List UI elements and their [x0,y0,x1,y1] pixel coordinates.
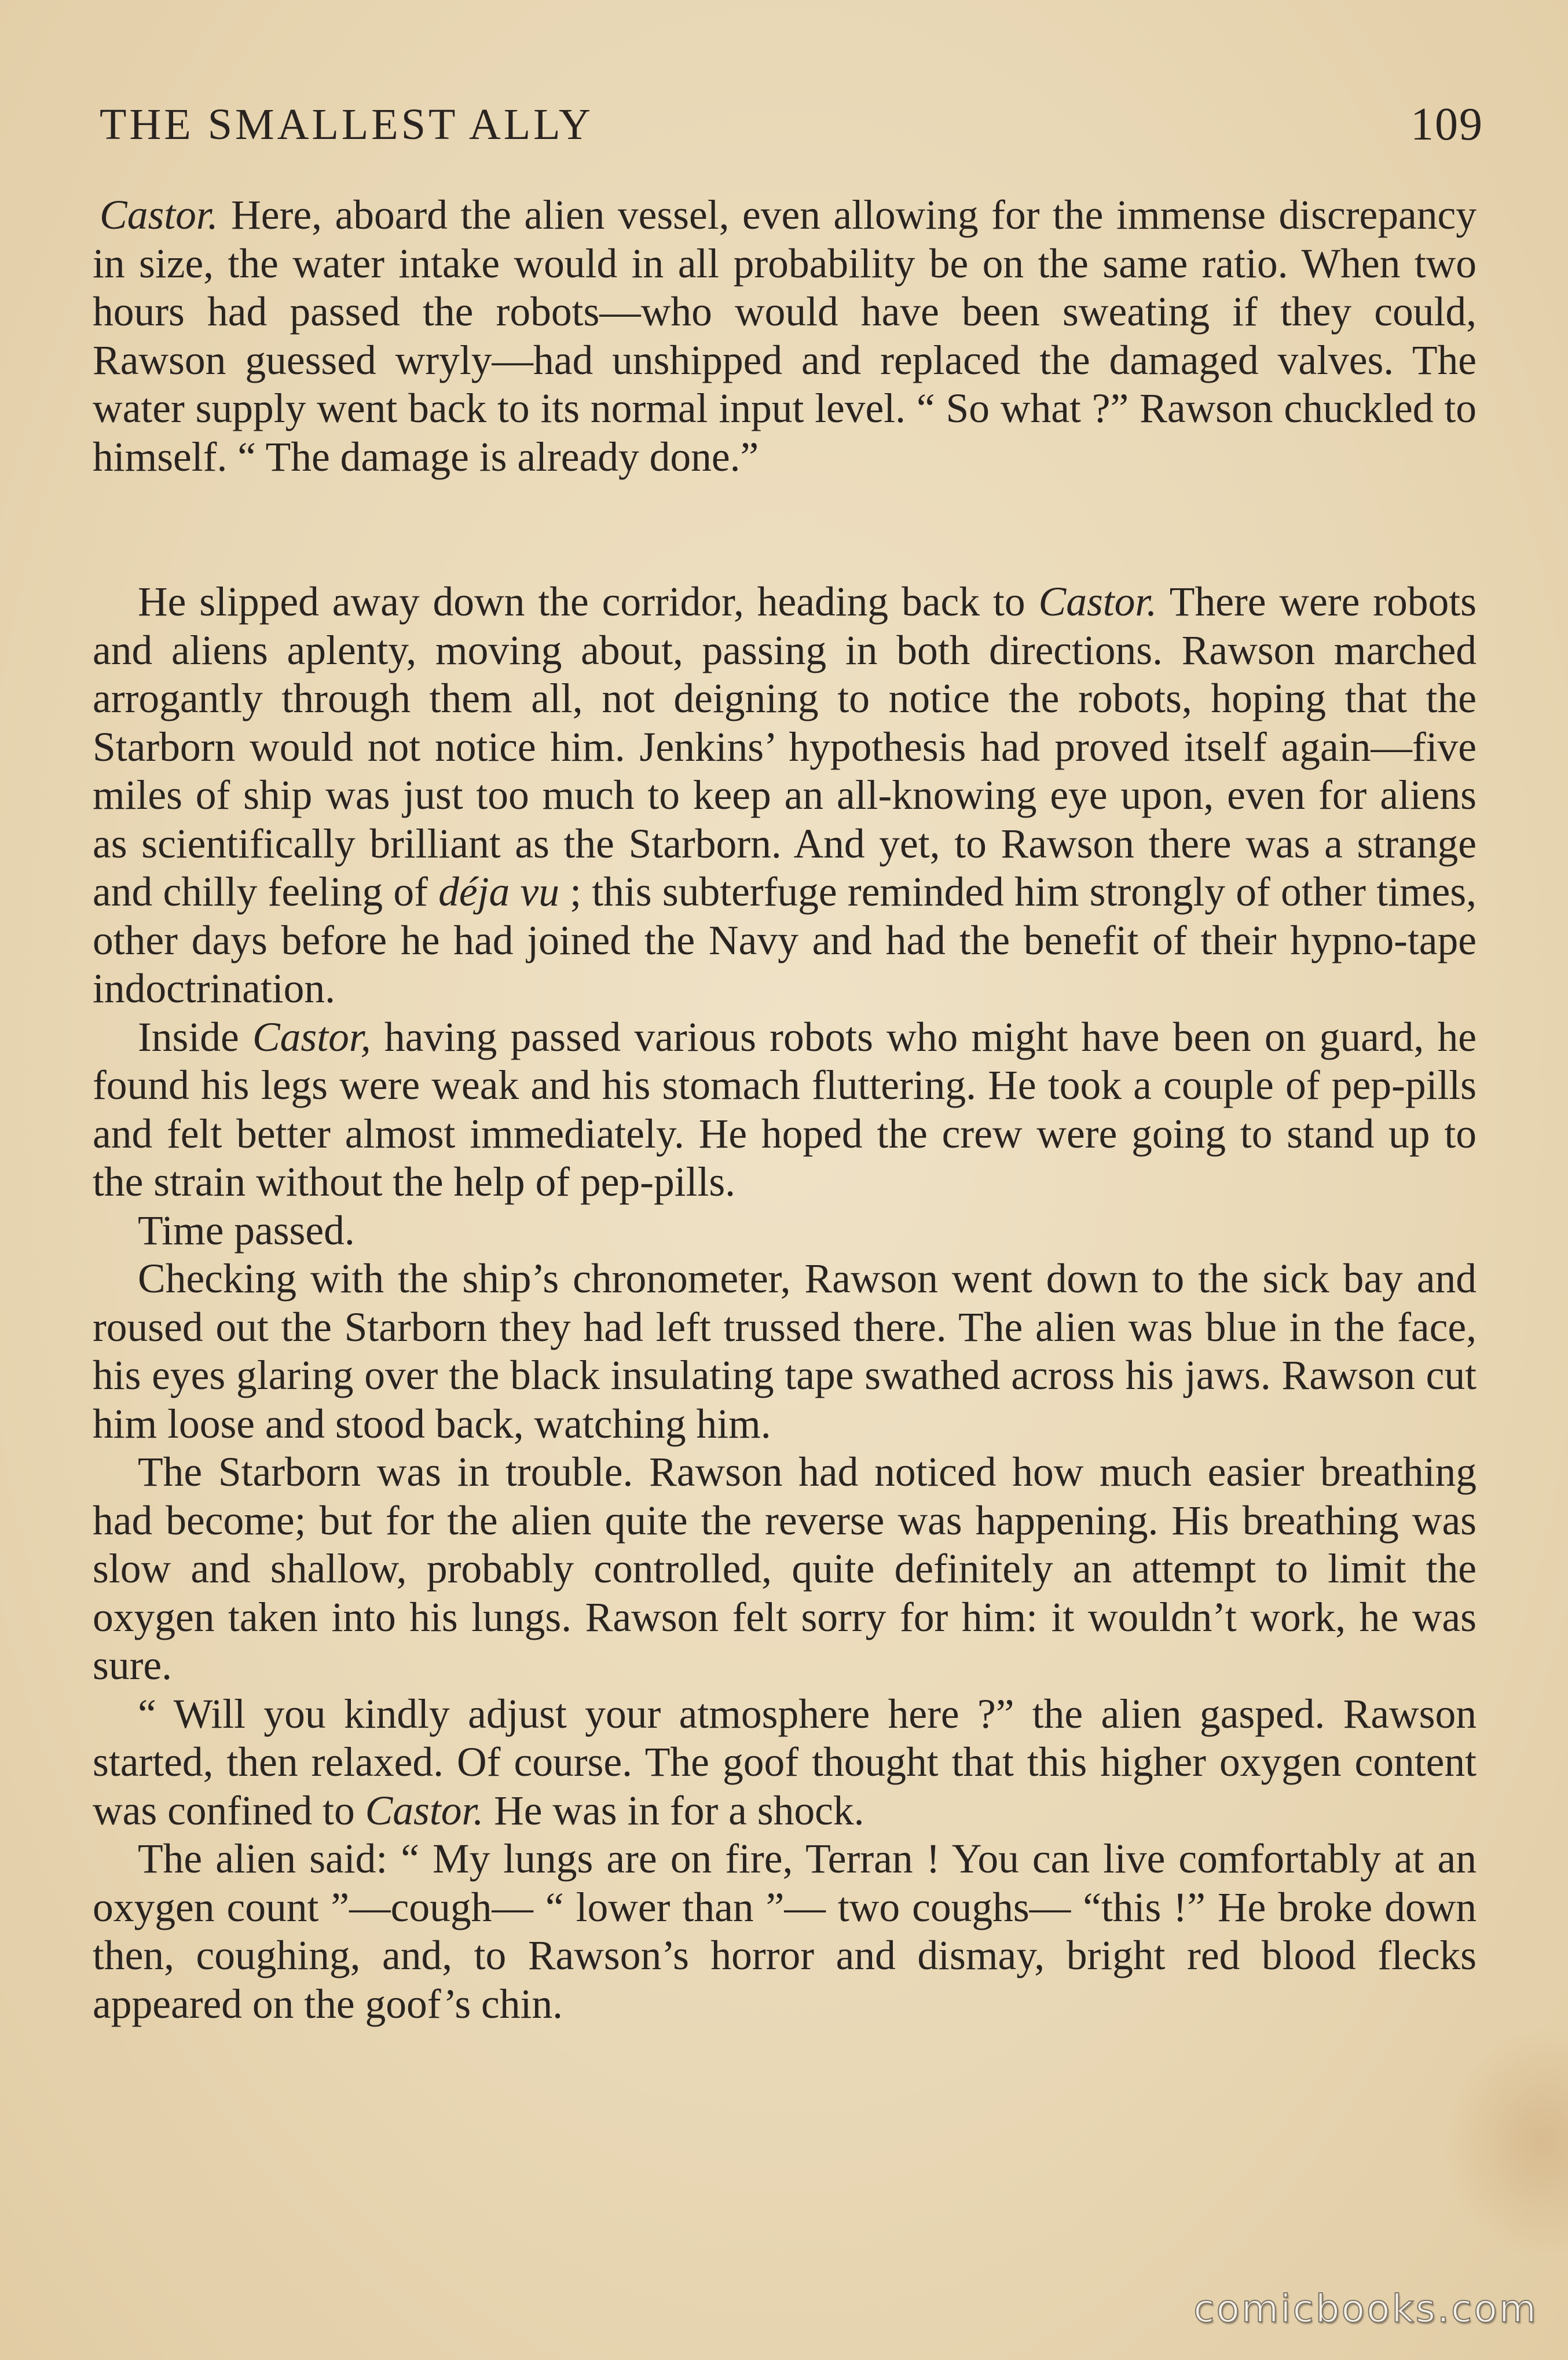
text-run: He was in for a shock. [483,1787,864,1834]
italic-text: déja vu [438,869,559,915]
paragraph [93,1835,1477,2028]
paragraph [93,1690,1477,1835]
paper-stain [1441,2026,1568,2258]
text-run: having passed various robots who might have been on guard, he found his legs were weak and his stomach fluttering. He took a couple of pep-pills and felt better almost immediately. He hoped the crew were going to stand up to the strain without the help of pep-pills. [93,1014,1477,1205]
paragraph [93,1013,1477,1207]
text-run: He slipped away down the corridor, heading back to [138,579,1039,625]
page-number: 109 [1411,99,1483,150]
paragraph [93,191,1477,481]
text-run: Inside [138,1014,252,1060]
text-run: The alien said: “ My lungs are on fire, Terran ! You can live comfortably at an oxygen count ”—cough— “ lower than ”— two coughs— “this !” He broke down then, coughing, and, to Rawson’s horror and dismay, bright red blood flecks appeared on the goof’s chin. [93,1836,1477,2027]
text-run: The Starborn was in trouble. Rawson had noticed how much easier breathing had become; but for the alien quite the reverse was happening. His breathing was slow and shallow, probably controlled, quite definitely an attempt to limit the oxygen taken into his lungs. Rawson felt sorry for him: it wouldn’t work, he was sure. [93,1449,1477,1688]
page-header [100,93,1483,156]
italic-text: Castor. [100,192,218,238]
paragraph [93,1255,1477,1448]
text-run: Checking with the ship’s chronometer, Rawson went down to the sick bay and roused out the Starborn they had left trussed there. The alien was blue in the face, his eyes glaring over the black insulating tape swathed across his jaws. Rawson cut him loose and stood back, watching him. [93,1256,1477,1447]
italic-text: Castor, [252,1014,371,1060]
running-head: THE SMALLEST ALLY [100,100,594,149]
text-run: Time passed. [138,1207,355,1254]
body-text [93,191,1477,2028]
italic-text: Castor. [365,1787,484,1834]
text-run: “ Will you kindly adjust your atmosphere here ?” the alien gasped. Rawson started, then relaxed. Of course. The goof thought that this higher oxygen content was confined to [93,1691,1477,1834]
text-run: There were robots and aliens aplenty, moving about, passing in both directions. Rawson marched arrogantly through them all, not deigning to notice the robots, hoping that the Starborn would not notice him. Jenkins’ hypothesis had proved itself again—five miles of ship was just too much to keep an all-knowing eye upon, even for aliens as scientifically brilliant as the Starborn. And yet, to Rawson there was a strange and chilly feeling of [93,579,1477,915]
text-run: ; this subterfuge reminded him strongly of other times, other days before he had joined the Navy and had the benefit of their hypno-tape indoctrination. [93,869,1477,1012]
italic-text: Castor. [1038,579,1157,625]
watermark: comicbooks.com [1193,2286,1538,2331]
paragraph [93,578,1477,1013]
text-run: Here, aboard the alien vessel, even allowing for the immense discrepancy in size, the water intake would in all probability be on the same ratio. When two hours had passed the robots—who would have been sweating if they could, Rawson guessed wryly—had unshipped and replaced the damaged valves. The water supply went back to its normal input level. “ So what ?” Rawson chuckled to himself. “ The damage is already done.” [93,192,1477,480]
paragraph [93,1448,1477,1690]
paragraph [93,1207,1477,1255]
